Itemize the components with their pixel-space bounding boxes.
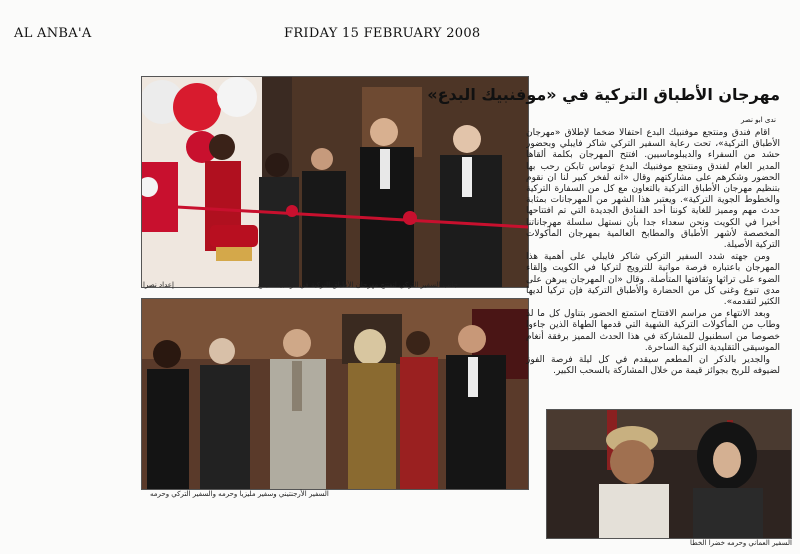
ambassador-couple-illustration bbox=[547, 410, 791, 538]
article-paragraph: وبعد الانتهاء من مراسم الافتتاح استمتع الحضور بتناول كل ما لذ وطاب من المأكولات التركية الشهية التي قدمها الطهاة الذين جاءوا خصوصا من اسطنبول للمشاركة في هذا الحدث المميز برفقة أنغام الموسيقى التقليدية التركية الساحرة. bbox=[526, 309, 780, 353]
article-body bbox=[526, 128, 780, 404]
bottom-right-caption: السفير العماني وحرمه خضرا الخطا bbox=[690, 539, 792, 547]
ambassador-couple-photo bbox=[546, 409, 792, 539]
article-byline: ندى ابو نصر bbox=[741, 116, 776, 124]
diplomats-illustration bbox=[142, 299, 528, 489]
issue-date: FRIDAY 15 FEBRUARY 2008 bbox=[284, 26, 481, 41]
ribbon-cutting-photo bbox=[141, 76, 529, 288]
article-paragraph: والجدير بالذكر ان المطعم سيقدم في كل ليلة فرصة الفوز لضيوفه للربح بجوائز قيمة من خلال المشاركة بالسحب الكبير. bbox=[526, 355, 780, 377]
article-paragraph: ومن جهته شدد السفير التركي شاكر فايبلي على أهمية هذا المهرجان باعتباره فرصة مواتية للترويج لتركيا في الكويت وإلقاء الضوء على تراثها وثقافتها المتأصلة. وقال «ان المهرجان يبرهن على مدى تنوع وغنى كل من الحضارة والأطباق التركية فإن تركيا لديها الكثير لتقدمه». bbox=[526, 252, 780, 308]
article-paragraph: أقام فندق ومنتجع موفنبيك البدع احتفالا ضخما لإطلاق «مهرجان الأطباق التركية»، تحت رعاية السفير التركي شاكر فايبلي وبحضور حشد من السفراء والديبلوماسيين. افتتح المهرجان بكلمة ألقاها المدير العام لفندق ومنتجع موفنبيك البدع توماس تابكن رحب بها الحضور وشكرهم على مشاركتهم وقال «انه لفخر كبير لنا ان نقوم بتنظيم مهرجان الأطباق التركية بالتعاون مع كل من السفارة التركية والخطوط الجوية التركية». ويعتبر هذا الشهر من المهرجانات بمثابة حدث مهم ومميز للغاية كوننا أحد الفنادق الجديدة التي تم افتتاحها أخيرا في الكويت ونحن سعداء جدا بأن نستهل سلسلة مهرجاناتنا المخصصة لأشهر الأطباق والمطابخ العالمية بمهرجان المأكولات التركية الأصيلة. bbox=[526, 128, 780, 251]
article-headline: مهرجان الأطباق التركية في «موفنبيك البدع» bbox=[427, 85, 780, 104]
photo-credit: إعداد نصرا bbox=[143, 281, 174, 289]
top-photo-caption: جانب السفير التركي لتفتتح مهرجان الأطباق التركية في موفنبيك البدع bbox=[258, 281, 458, 289]
ribbon-cutting-illustration bbox=[142, 77, 528, 287]
diplomats-photo bbox=[141, 298, 529, 490]
newspaper-name: AL ANBA'A bbox=[14, 26, 92, 41]
bottom-left-caption: السفير الأرجنتيني وسفير مليزيا وحرمه والسفير التركي وحرمه bbox=[150, 490, 329, 498]
